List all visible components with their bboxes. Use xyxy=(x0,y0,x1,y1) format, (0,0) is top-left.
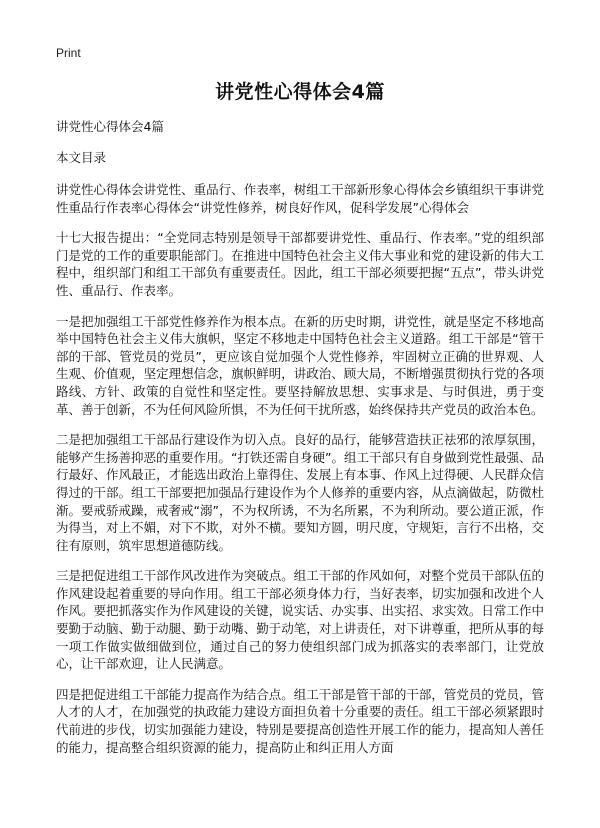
document-body xyxy=(56,181,544,769)
document-title: 讲党性心得体会4篇 xyxy=(215,81,385,103)
paragraph-point-one: 一是把加强组工干部党性修养作为根本点。在新的历史时期，讲党性，就是坚定不移地高举中国特色社会主义伟大旗帜，坚定不移地走中国特色社会主义道路。组工干部是“管干部的干部、管党员的党员”，更应该自觉加强个人党性修养，牢固树立正确的世界观、人生观、价值观，坚定理想信念，旗帜鲜明，讲政治、顾大局，不断增强贯彻执行党的各项路线、方针、政策的自觉性和坚定性。要坚持解放思想、实事求是、与时俱进，勇于变革、善于创新，不为任何风险所惧，不为任何干扰所惑，始终保持共产党员的政治本色。 xyxy=(56,313,544,417)
print-label: Print xyxy=(56,46,81,60)
paragraph-point-four: 四是把促进组工干部能力提高作为结合点。组工干部是管干部的干部，管党员的党员，管人才的人才，在加强党的执政能力建设方面担负着十分重要的责任。组工干部必须紧跟时代前进的步伐，切实加强能力建设，特别是要提高创造性开展工作的能力，提高知人善任的能力，提高整合组织资源的能力，提高防止和纠正用人方面 xyxy=(56,686,544,755)
table-of-contents-label: 本文目录 xyxy=(56,150,107,165)
document-subtitle: 讲党性心得体会4篇 xyxy=(56,119,164,134)
paragraph-summary: 讲党性心得体会讲党性、重品行、作表率，树组工干部新形象心得体会乡镇组织干事讲党性重品行作表率心得体会“讲党性修养，树良好作风，促科学发展”心得体会 xyxy=(56,182,544,215)
paragraph-point-three: 三是把促进组工干部作风改进作为突破点。组工干部的作风如何，对整个党员干部队伍的作风建设起着重要的导向作用。组工干部必须身体力行，当好表率，切实加强和改进个人作风。要把抓落实作为作风建设的关键，说实话、办实事、出实招、求实效。日常工作中要勤于动脑、勤于动腿、勤于动嘴、勤于动笔，对上讲责任，对下讲尊重，把所从事的每一项工作做实做细做到位，通过自己的努力使组织部门成为抓落实的表率部门，让党放心，让干部欢迎，让人民满意。 xyxy=(56,568,544,672)
paragraph-point-two: 二是把加强组工干部品行建设作为切入点。良好的品行，能够营造扶正祛邪的浓厚氛围，能够产生扬善抑恶的重要作用。“打铁还需自身硬”。组工干部只有自身做到党性最强、品行最好、作风最正，才能选出政治上靠得住、发展上有本事、作风上过得硬、人民群众信得过的干部。组工干部要把加强品行建设作为个人修养的重要内容，从点滴做起，防微杜渐。要戒骄戒躁，戒奢戒“溺”，不为权所诱，不为名所累，不为利所动。要公道正派，作为得当，对上不媚，对下不欺，对外不横。要知方圆，明尺度，守规矩，言行不出格，交往有原则，筑牢思想道德防线。 xyxy=(56,432,544,553)
paragraph-intro: 十七大报告提出：“全党同志特别是领导干部都要讲党性、重品行、作表率。”党的组织部门是党的工作的重要职能部门。在推进中国特色社会主义伟大事业和党的建设新的伟大工程中，组织部门和组工干部负有重要责任。因此，组工干部必须要把握“五点”，带头讲党性、重品行、作表率。 xyxy=(56,230,544,298)
